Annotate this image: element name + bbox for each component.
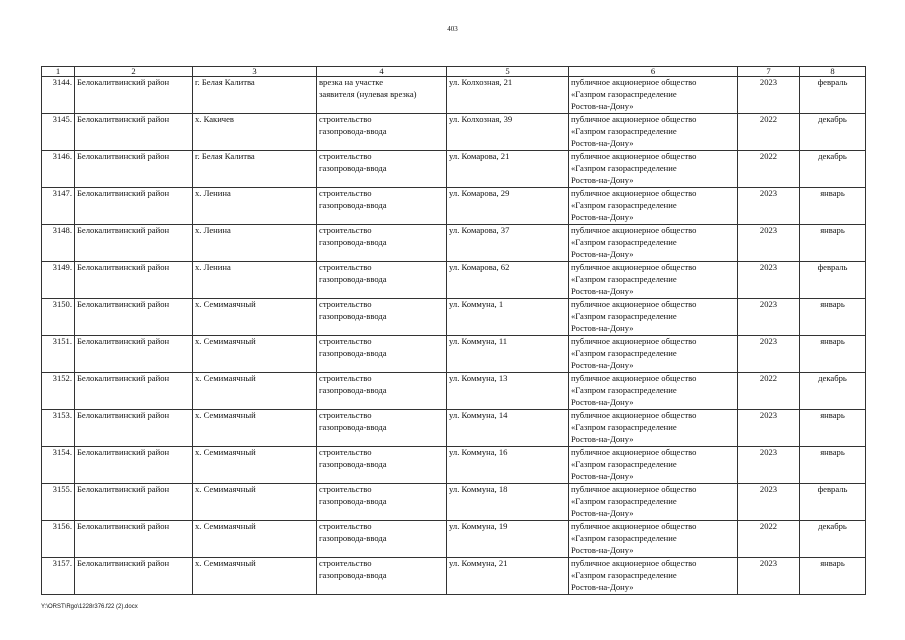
year-cell: 2022	[738, 114, 800, 151]
table-row	[42, 77, 866, 114]
organization-cell-line: «Газпром газораспределение	[571, 88, 677, 99]
district-cell: Белокалитвинский район	[75, 188, 193, 225]
footer-file-path: Y:\ORST\Rgo\1228r376.f22 (2).docx	[41, 604, 138, 610]
work-type-cell-line: врезка на участке	[319, 77, 384, 87]
address-cell: ул. Комарова, 62	[447, 262, 569, 299]
col-header-2: 2	[75, 67, 193, 77]
month-cell: январь	[800, 558, 866, 595]
work-type-cell	[317, 299, 447, 336]
address-cell: ул. Коммуна, 11	[447, 336, 569, 373]
work-type-cell-line: строительство	[319, 225, 372, 235]
col-header-3: 3	[193, 67, 317, 77]
row-number-cell: 3157.	[42, 558, 75, 595]
year-cell: 2023	[738, 77, 800, 114]
year-cell: 2022	[738, 521, 800, 558]
work-type-cell	[317, 373, 447, 410]
organization-cell-line: публичное акционерное общество	[571, 410, 697, 420]
work-type-cell-line: газопровода-ввода	[319, 384, 387, 395]
district-cell: Белокалитвинский район	[75, 262, 193, 299]
organization-cell-line: Ростов-на-Дону»	[571, 174, 634, 185]
organization-cell-line: «Газпром газораспределение	[571, 236, 677, 247]
work-type-cell-line: строительство	[319, 521, 372, 531]
work-type-cell	[317, 558, 447, 595]
organization-cell-line: публичное акционерное общество	[571, 77, 697, 87]
organization-cell-line: «Газпром газораспределение	[571, 310, 677, 321]
organization-cell	[569, 558, 738, 595]
organization-cell-line: Ростов-на-Дону»	[571, 507, 634, 518]
organization-cell-line: Ростов-на-Дону»	[571, 396, 634, 407]
organization-cell-line: публичное акционерное общество	[571, 262, 697, 272]
row-number-cell: 3153.	[42, 410, 75, 447]
work-type-cell	[317, 77, 447, 114]
locality-cell: х. Семимаячный	[193, 558, 317, 595]
organization-cell-line: «Газпром газораспределение	[571, 273, 677, 284]
table-row	[42, 410, 866, 447]
locality-cell: х. Какичев	[193, 114, 317, 151]
month-cell: декабрь	[800, 521, 866, 558]
table-row	[42, 336, 866, 373]
work-type-cell-line: газопровода-ввода	[319, 569, 387, 580]
organization-cell-line: «Газпром газораспределение	[571, 495, 677, 506]
organization-cell-line: Ростов-на-Дону»	[571, 470, 634, 481]
work-type-cell-line: строительство	[319, 188, 372, 198]
organization-cell-line: публичное акционерное общество	[571, 447, 697, 457]
organization-cell-line: «Газпром газораспределение	[571, 347, 677, 358]
work-type-cell-line: газопровода-ввода	[319, 458, 387, 469]
organization-cell-line: «Газпром газораспределение	[571, 458, 677, 469]
month-cell: декабрь	[800, 373, 866, 410]
organization-cell	[569, 447, 738, 484]
work-type-cell	[317, 188, 447, 225]
work-type-cell	[317, 521, 447, 558]
locality-cell: г. Белая Калитва	[193, 77, 317, 114]
locality-cell: х. Семимаячный	[193, 336, 317, 373]
organization-cell-line: публичное акционерное общество	[571, 484, 697, 494]
locality-cell: х. Семимаячный	[193, 447, 317, 484]
organization-cell	[569, 77, 738, 114]
table-row	[42, 225, 866, 262]
address-cell: ул. Коммуна, 21	[447, 558, 569, 595]
work-type-cell-line: заявителя (нулевая врезка)	[319, 88, 417, 99]
organization-cell-line: Ростов-на-Дону»	[571, 322, 634, 333]
organization-cell-line: публичное акционерное общество	[571, 373, 697, 383]
organization-cell-line: публичное акционерное общество	[571, 336, 697, 346]
organization-cell-line: публичное акционерное общество	[571, 521, 697, 531]
month-cell: февраль	[800, 484, 866, 521]
row-number-cell: 3151.	[42, 336, 75, 373]
month-cell: февраль	[800, 262, 866, 299]
month-cell: январь	[800, 188, 866, 225]
work-type-cell-line: газопровода-ввода	[319, 273, 387, 284]
address-cell: ул. Коммуна, 1	[447, 299, 569, 336]
organization-cell	[569, 484, 738, 521]
district-cell: Белокалитвинский район	[75, 447, 193, 484]
work-type-cell-line: строительство	[319, 336, 372, 346]
work-type-cell-line: газопровода-ввода	[319, 199, 387, 210]
work-type-cell-line: газопровода-ввода	[319, 347, 387, 358]
organization-cell-line: Ростов-на-Дону»	[571, 211, 634, 222]
district-cell: Белокалитвинский район	[75, 336, 193, 373]
gasification-table	[41, 66, 866, 595]
locality-cell: х. Семимаячный	[193, 299, 317, 336]
address-cell: ул. Коммуна, 14	[447, 410, 569, 447]
year-cell: 2023	[738, 447, 800, 484]
year-cell: 2022	[738, 151, 800, 188]
row-number-cell: 3150.	[42, 299, 75, 336]
row-number-cell: 3154.	[42, 447, 75, 484]
work-type-cell-line: строительство	[319, 558, 372, 568]
year-cell: 2022	[738, 373, 800, 410]
organization-cell-line: Ростов-на-Дону»	[571, 248, 634, 259]
organization-cell	[569, 299, 738, 336]
month-cell: декабрь	[800, 114, 866, 151]
year-cell: 2023	[738, 225, 800, 262]
work-type-cell	[317, 484, 447, 521]
organization-cell-line: Ростов-на-Дону»	[571, 433, 634, 444]
work-type-cell-line: строительство	[319, 114, 372, 124]
col-header-4: 4	[317, 67, 447, 77]
row-number-cell: 3147.	[42, 188, 75, 225]
row-number-cell: 3145.	[42, 114, 75, 151]
organization-cell-line: Ростов-на-Дону»	[571, 359, 634, 370]
work-type-cell	[317, 151, 447, 188]
year-cell: 2023	[738, 410, 800, 447]
year-cell: 2023	[738, 188, 800, 225]
table-row	[42, 373, 866, 410]
row-number-cell: 3149.	[42, 262, 75, 299]
table-row	[42, 484, 866, 521]
organization-cell-line: «Газпром газораспределение	[571, 421, 677, 432]
row-number-cell: 3152.	[42, 373, 75, 410]
col-header-8: 8	[800, 67, 866, 77]
work-type-cell-line: газопровода-ввода	[319, 125, 387, 136]
col-header-5: 5	[447, 67, 569, 77]
table-row	[42, 299, 866, 336]
address-cell: ул. Коммуна, 19	[447, 521, 569, 558]
table-row	[42, 262, 866, 299]
address-cell: ул. Комарова, 37	[447, 225, 569, 262]
organization-cell-line: публичное акционерное общество	[571, 225, 697, 235]
month-cell: декабрь	[800, 151, 866, 188]
address-cell: ул. Коммуна, 16	[447, 447, 569, 484]
organization-cell-line: Ростов-на-Дону»	[571, 544, 634, 555]
row-number-cell: 3146.	[42, 151, 75, 188]
work-type-cell	[317, 410, 447, 447]
work-type-cell-line: строительство	[319, 447, 372, 457]
work-type-cell-line: строительство	[319, 262, 372, 272]
row-number-cell: 3144.	[42, 77, 75, 114]
work-type-cell-line: газопровода-ввода	[319, 421, 387, 432]
work-type-cell	[317, 336, 447, 373]
organization-cell-line: публичное акционерное общество	[571, 151, 697, 161]
address-cell: ул. Колхозная, 39	[447, 114, 569, 151]
organization-cell-line: Ростов-на-Дону»	[571, 285, 634, 296]
organization-cell-line: «Газпром газораспределение	[571, 162, 677, 173]
organization-cell-line: публичное акционерное общество	[571, 558, 697, 568]
work-type-cell-line: строительство	[319, 299, 372, 309]
work-type-cell	[317, 225, 447, 262]
locality-cell: х. Ленина	[193, 225, 317, 262]
table-row	[42, 151, 866, 188]
organization-cell	[569, 521, 738, 558]
organization-cell-line: публичное акционерное общество	[571, 114, 697, 124]
address-cell: ул. Комарова, 29	[447, 188, 569, 225]
locality-cell: х. Семимаячный	[193, 410, 317, 447]
district-cell: Белокалитвинский район	[75, 373, 193, 410]
col-header-6: 6	[569, 67, 738, 77]
locality-cell: х. Ленина	[193, 188, 317, 225]
district-cell: Белокалитвинский район	[75, 558, 193, 595]
work-type-cell-line: газопровода-ввода	[319, 495, 387, 506]
organization-cell-line: «Газпром газораспределение	[571, 384, 677, 395]
month-cell: февраль	[800, 77, 866, 114]
address-cell: ул. Комарова, 21	[447, 151, 569, 188]
month-cell: январь	[800, 299, 866, 336]
district-cell: Белокалитвинский район	[75, 114, 193, 151]
work-type-cell-line: газопровода-ввода	[319, 310, 387, 321]
header-row	[42, 67, 866, 77]
year-cell: 2023	[738, 336, 800, 373]
table-body	[42, 77, 866, 595]
col-header-7: 7	[738, 67, 800, 77]
table-row	[42, 558, 866, 595]
district-cell: Белокалитвинский район	[75, 299, 193, 336]
locality-cell: х. Семимаячный	[193, 521, 317, 558]
year-cell: 2023	[738, 484, 800, 521]
organization-cell	[569, 188, 738, 225]
work-type-cell-line: строительство	[319, 151, 372, 161]
district-cell: Белокалитвинский район	[75, 484, 193, 521]
organization-cell	[569, 373, 738, 410]
table-row	[42, 521, 866, 558]
organization-cell	[569, 151, 738, 188]
month-cell: январь	[800, 410, 866, 447]
address-cell: ул. Колхозная, 21	[447, 77, 569, 114]
organization-cell	[569, 262, 738, 299]
locality-cell: х. Ленина	[193, 262, 317, 299]
row-number-cell: 3148.	[42, 225, 75, 262]
organization-cell-line: «Газпром газораспределение	[571, 125, 677, 136]
organization-cell	[569, 225, 738, 262]
organization-cell-line: публичное акционерное общество	[571, 188, 697, 198]
table-row	[42, 447, 866, 484]
work-type-cell	[317, 447, 447, 484]
district-cell: Белокалитвинский район	[75, 225, 193, 262]
work-type-cell-line: строительство	[319, 484, 372, 494]
organization-cell-line: Ростов-на-Дону»	[571, 581, 634, 592]
district-cell: Белокалитвинский район	[75, 521, 193, 558]
work-type-cell-line: строительство	[319, 373, 372, 383]
address-cell: ул. Коммуна, 13	[447, 373, 569, 410]
table-row	[42, 114, 866, 151]
work-type-cell-line: газопровода-ввода	[319, 236, 387, 247]
organization-cell-line: публичное акционерное общество	[571, 299, 697, 309]
table-row	[42, 188, 866, 225]
locality-cell: х. Семимаячный	[193, 373, 317, 410]
work-type-cell	[317, 114, 447, 151]
address-cell: ул. Коммуна, 18	[447, 484, 569, 521]
month-cell: январь	[800, 447, 866, 484]
page-number: 403	[447, 25, 458, 33]
organization-cell-line: Ростов-на-Дону»	[571, 100, 634, 111]
row-number-cell: 3155.	[42, 484, 75, 521]
organization-cell	[569, 410, 738, 447]
work-type-cell-line: газопровода-ввода	[319, 532, 387, 543]
organization-cell	[569, 336, 738, 373]
organization-cell-line: «Газпром газораспределение	[571, 199, 677, 210]
work-type-cell	[317, 262, 447, 299]
district-cell: Белокалитвинский район	[75, 77, 193, 114]
year-cell: 2023	[738, 262, 800, 299]
year-cell: 2023	[738, 558, 800, 595]
year-cell: 2023	[738, 299, 800, 336]
row-number-cell: 3156.	[42, 521, 75, 558]
locality-cell: х. Семимаячный	[193, 484, 317, 521]
col-header-1: 1	[42, 67, 75, 77]
organization-cell	[569, 114, 738, 151]
organization-cell-line: «Газпром газораспределение	[571, 569, 677, 580]
district-cell: Белокалитвинский район	[75, 151, 193, 188]
organization-cell-line: Ростов-на-Дону»	[571, 137, 634, 148]
month-cell: январь	[800, 225, 866, 262]
district-cell: Белокалитвинский район	[75, 410, 193, 447]
organization-cell-line: «Газпром газораспределение	[571, 532, 677, 543]
work-type-cell-line: газопровода-ввода	[319, 162, 387, 173]
locality-cell: г. Белая Калитва	[193, 151, 317, 188]
month-cell: январь	[800, 336, 866, 373]
work-type-cell-line: строительство	[319, 410, 372, 420]
